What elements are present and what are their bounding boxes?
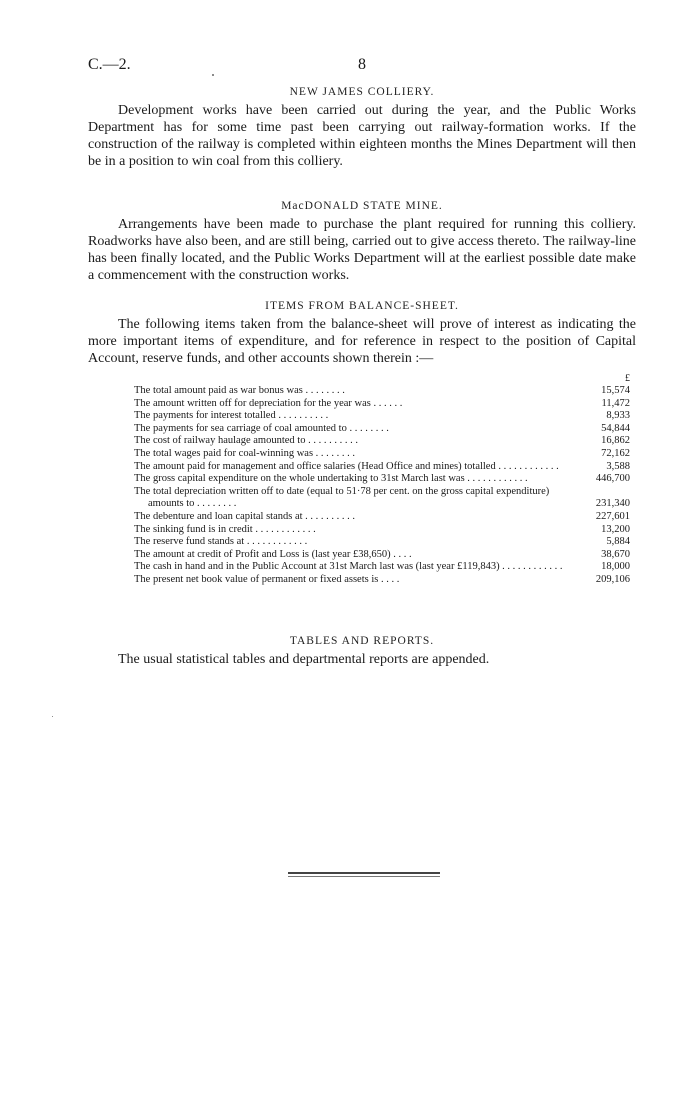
section-paragraph: Development works have been carried out during the year, and the Public Works Department has for some time past been carrying out railway-formation works. If the construction of the railway is completed within eighteen months the Mines Department will then be in a position to win coal from this colliery. [88,103,636,169]
section-macdonald [88,200,636,284]
ledger-item-label: The amount at credit of Profit and Loss is (last year £38,650) . . . . [134,548,412,560]
section-title: MacDONALD STATE MINE. [281,200,443,212]
ledger-item [134,385,630,398]
ledger-item [134,486,630,511]
section-tables-reports [88,635,636,668]
page-number: 8 [358,56,366,73]
section-paragraph: The usual statistical tables and departmental reports are appended. [118,651,490,667]
ledger-item-amount: 209,106 [595,573,630,585]
ledger-item [134,435,630,448]
ledger-item-amount: 18,000 [601,561,630,573]
section-title: TABLES AND REPORTS. [289,634,435,647]
ledger-item-amount: 3,588 [606,460,630,472]
ledger-item-label: The total wages paid for coal-winning was . . . . . . . . [134,447,356,459]
section-title: ITEMS FROM BALANCE-SHEET. [265,300,459,312]
ledger-item [134,524,630,537]
ledger-item-label: The cash in hand and in the Public Account at 31st March last was (last year £119,843) . . . . . . . . . . . . [134,561,563,573]
section-paragraph: The following items taken from the balance-sheet will prove of interest as indicating the more important items of expenditure, and for reference in respect to the position of Capital Account, reserve funds, and other accounts shown therein :— [88,317,636,366]
ledger-item-label: The sinking fund is in credit . . . . . . . . . . . . [134,523,316,535]
ledger-item-amount: 72,162 [601,447,630,459]
ledger-item [134,473,630,486]
ledger-item-label: The debenture and loan capital stands at . . . . . . . . . . [134,510,356,522]
ledger-item-label: The total amount paid as war bonus was . . . . . . . . [134,385,345,396]
balance-sheet-items [134,373,630,587]
ledger-item-label: The amount written off for depreciation for the year was . . . . . . [134,397,403,409]
ledger-item-label: The amount paid for management and office salaries (Head Office and mines) totalled . . . . . . . . . . . . [134,460,559,472]
ledger-item-label: The payments for sea carriage of coal amounted to . . . . . . . . [134,422,389,434]
ledger-item [134,511,630,524]
ledger-item-amount: 15,574 [601,385,630,396]
print-speck [52,716,53,717]
ledger-item-label: The cost of railway haulage amounted to . . . . . . . . . . [134,435,358,447]
end-rule [288,872,440,877]
section-title: NEW JAMES COLLIERY. [289,86,435,98]
ledger-item [134,536,630,549]
ledger-item-amount: 38,670 [601,548,630,560]
ledger-item-amount: 16,862 [601,435,630,447]
ledger-item [134,549,630,562]
ledger-item-label: The total depreciation written off to date (equal to 51·78 per cent. on the gross capital expenditure) amounts to . . . . . . . . [134,485,550,510]
ledger-item [134,423,630,436]
document-body [88,86,636,668]
print-speck [212,74,214,76]
ledger-item [134,398,630,411]
page-header [88,56,636,76]
ledger-item-amount: 54,844 [601,422,630,434]
ledger-item [134,410,630,423]
ledger-item-amount: 227,601 [595,510,630,522]
ledger-item-label: The payments for interest totalled . . . . . . . . . . [134,410,329,422]
section-paragraph: Arrangements have been made to purchase the plant required for running this colliery. Roadworks have also been, and are still being, carried out to give access thereto. The railway-line has been finally located, and the Public Works Department will at the earliest possible date make a commencement with the construction works. [88,217,636,283]
section-balance-sheet [88,300,636,587]
ledger-item [134,461,630,474]
ledger-item-amount: 8,933 [606,410,630,422]
ledger-item-amount: 11,472 [601,397,630,409]
currency-unit: £ [625,373,630,384]
ledger-item [134,574,630,587]
ledger-item-amount: 231,340 [595,498,630,510]
document-code: C.—2. [88,56,131,73]
ledger-item-amount: 5,884 [606,536,630,548]
section-new-james [88,86,636,170]
ledger-item [134,561,630,574]
ledger-item-label: The gross capital expenditure on the whole undertaking to 31st March last was . . . . . . . . . . . . [134,473,528,485]
ledger-item-label: The present net book value of permanent or fixed assets is . . . . [134,573,400,585]
ledger-list [134,385,630,587]
ledger-item-amount: 446,700 [595,473,630,485]
ledger-item [134,448,630,461]
ledger-item-amount: 13,200 [601,523,630,535]
ledger-item-label: The reserve fund stands at . . . . . . . . . . . . [134,536,308,548]
